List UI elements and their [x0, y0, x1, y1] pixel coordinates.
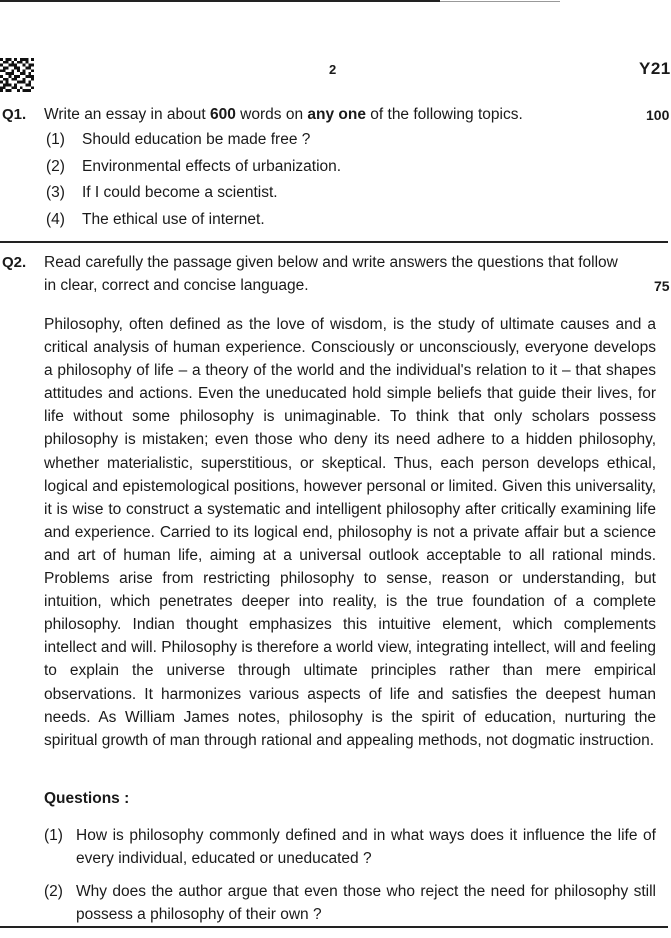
- q1-topic-item: (4) The ethical use of internet.: [46, 211, 265, 228]
- reading-passage: [44, 313, 656, 752]
- q2-label: Q2.: [2, 254, 27, 271]
- passage-text: Philosophy, often defined as the love of wisdom, is the study of ultimate causes and a critical analysis of human experience. Consciously or unconsciously, everyone develops a philosophy of life – a theory of the world and the individual's relation to it – that shapes attitudes and actions. Even the uneducated hold simple beliefs that guide their lives, for life without some philosophy is unimaginable. To think that only scholars possess philosophy is mistaken; even those who deny its need adhere to a hidden philosophy, whether materialistic, superstitious, or skeptical. Thus, each person develops ethical, logical and epistemological positions, however personal or limited. Given this universality, it is wise to construct a systematic and intelligent philosophy after critically examining life and experience. Carried to its logical end, philosophy is not a private affair but a science and art of human life, aiming at a universal outlook acceptable to all rational minds. Problems arise from restricting philosophy to sense, reason or understanding, but intuition, which penetrates deeper into reality, is the true foundation of a complete philosophy. Indian thought emphasizes this intuitive element, which complements intellect and will. Philosophy is therefore a world view, integrating intellect, will and feeling to explain the universe through ultimate principles rather than mere empirical observations. It harmonizes various aspects of life and satisfies the deepest human needs. As William James notes, philosophy is the spirit of education, nurturing the spiritual growth of man through rational and appealing methods, not dogmatic instruction.: [44, 316, 656, 749]
- question-item: [44, 880, 656, 926]
- q1-topic-item: (1) Should education be made free ?: [46, 131, 311, 148]
- qr-code-icon: [0, 58, 34, 92]
- question-number: (2): [44, 883, 63, 900]
- question-number: (1): [44, 827, 63, 844]
- q1-label: Q1.: [2, 106, 27, 123]
- q1-topic-item: (2) Environmental effects of urbanization.: [46, 158, 342, 175]
- q2-marks: 75: [654, 278, 670, 294]
- page-number: 2: [329, 62, 337, 77]
- question-text: How is philosophy commonly defined and in what ways does it influence the life of every individual, educated or uneducated ?: [76, 827, 656, 867]
- q1-topic-item: (3) If I could become a scientist.: [46, 184, 278, 201]
- section-divider: [0, 241, 668, 243]
- top-border-rule-faint: [440, 1, 560, 2]
- q2-instruction-line-2: in clear, correct and concise language.: [44, 277, 309, 294]
- paper-code: Y21: [639, 59, 671, 78]
- question-item: [44, 824, 656, 870]
- q1-marks: 100: [646, 107, 670, 123]
- top-border-rule: [0, 0, 440, 2]
- q1-prompt: Write an essay in about 600 words on any one of the following topics.: [44, 106, 523, 123]
- q2-instruction-line-1: Read carefully the passage given below and write answers the questions that follow: [44, 254, 618, 271]
- question-text: Why does the author argue that even those who reject the need for philosophy still possess a philosophy of their own ?: [76, 883, 656, 923]
- bottom-border-rule: [0, 926, 668, 928]
- questions-heading: Questions :: [44, 790, 130, 807]
